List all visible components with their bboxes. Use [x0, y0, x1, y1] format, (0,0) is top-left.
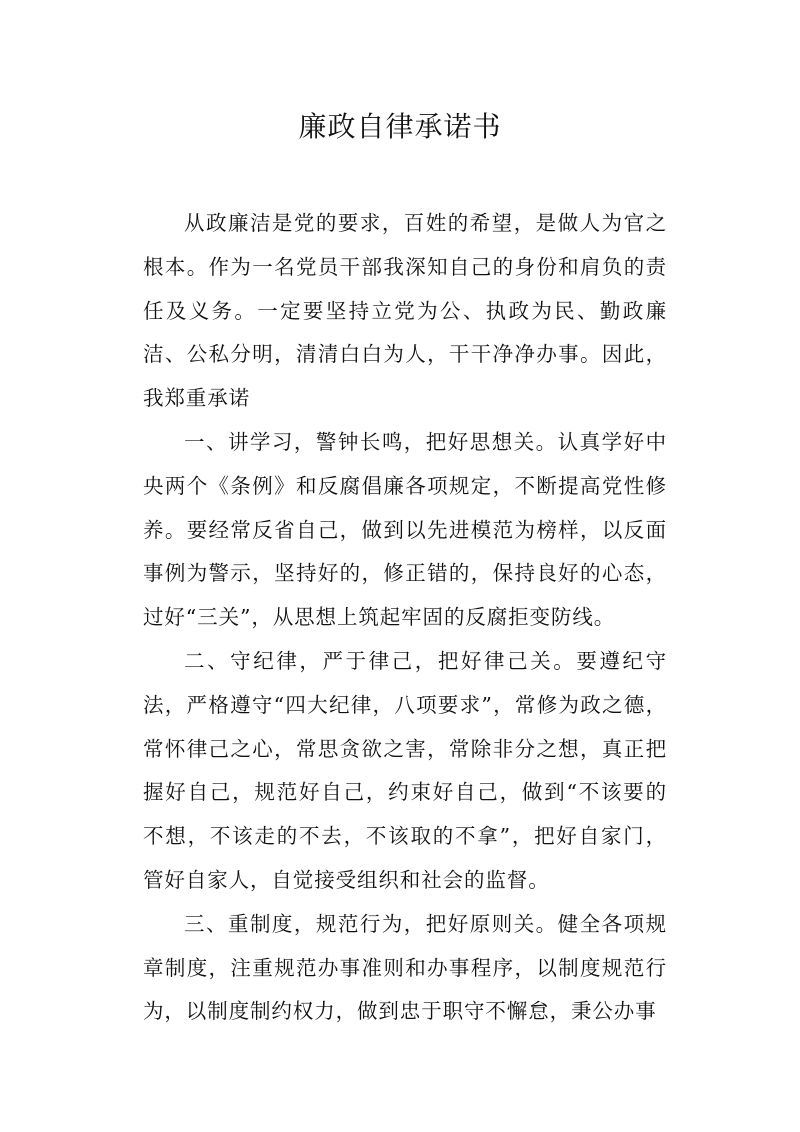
document-title: 廉政自律承诺书 — [298, 110, 502, 143]
document-body — [143, 202, 667, 1034]
paragraph-study: 一、讲学习，警钟长鸣，把好思想关。认真学好中央两个《条例》和反腐倡廉各项规定，不断提高党性修养。要经常反省自己，做到以先进模范为榜样，以反面事例为警示，坚持好的，修正错的，保持良好的心态，过好“三关”，从思想上筑起牢固的反腐拒变防线。 — [143, 429, 667, 630]
paragraph-preamble: 从政廉洁是党的要求，百姓的希望，是做人为官之根本。作为一名党员干部我深知自己的身份和肩负的责任及义务。一定要坚持立党为公、执政为民、勤政廉洁、公私分明，清清白白为人，干干净净办事。因此，我郑重承诺 — [143, 211, 667, 411]
paragraph-system: 三、重制度，规范行为，把好原则关。健全各项规章制度，注重规范办事准则和办事程序，以制度规范行为，以制度制约权力，做到忠于职守不懈怠，秉公办事 — [143, 911, 667, 1024]
paragraph-discipline: 二、守纪律，严于律己，把好律己关。要遵纪守法，严格遵守“四大纪律，八项要求”，常修为政之德，常怀律己之心，常思贪欲之害，常除非分之想，真正把握好自己，规范好自己，约束好自己，做到“不该要的不想，不该走的不去，不该取的不拿”，把好自家门，管好自家人，自觉接受组织和社会的监督。 — [143, 648, 667, 892]
